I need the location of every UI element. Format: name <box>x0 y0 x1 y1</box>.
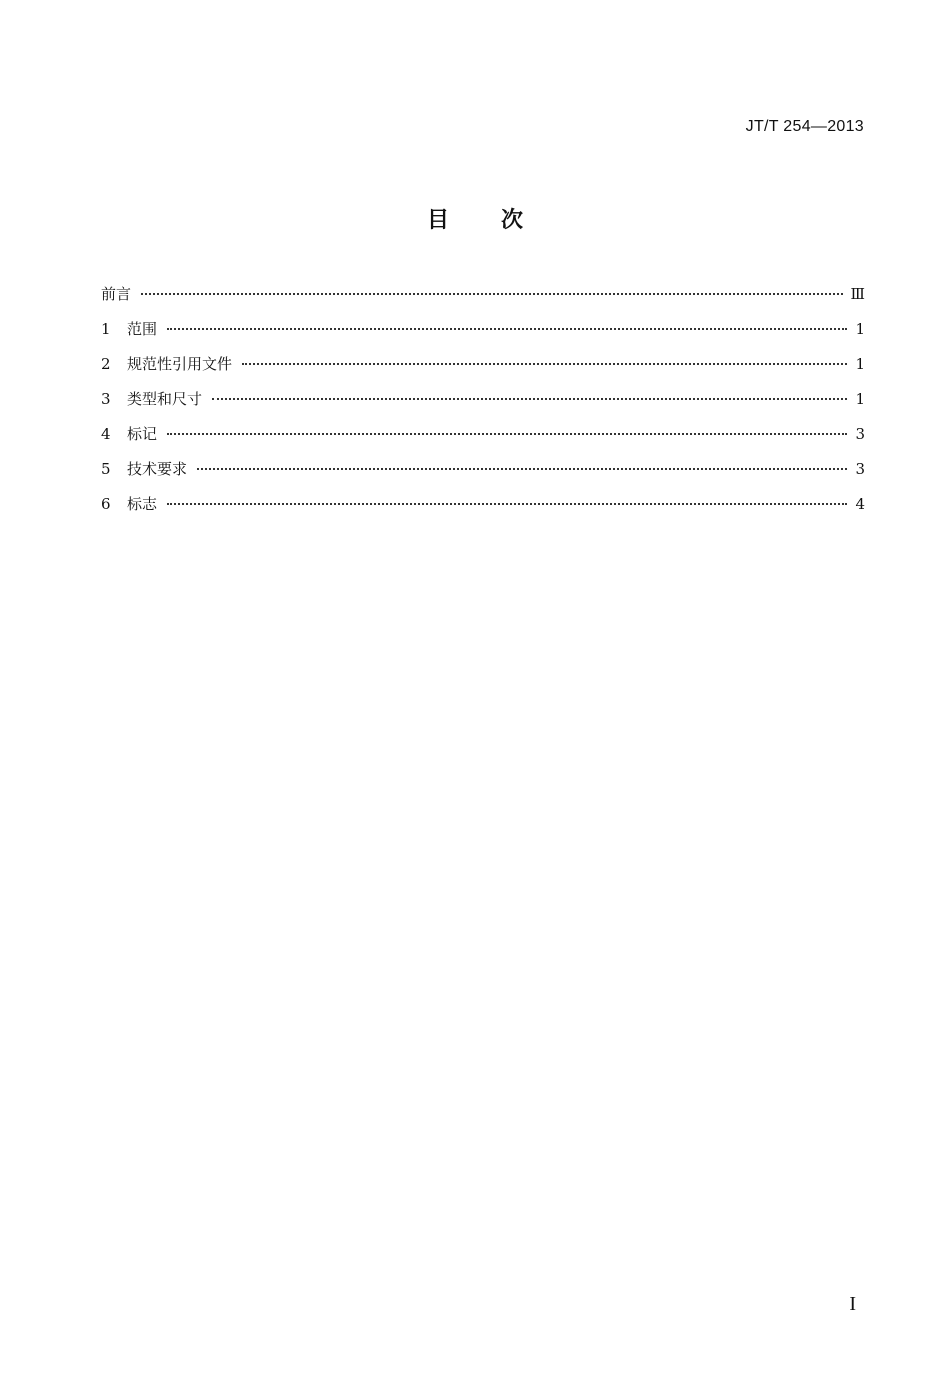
toc-entry-normative-references[interactable] <box>101 352 865 387</box>
toc-entry-page: 4 <box>855 495 865 513</box>
toc-entry-number: 3 <box>101 390 111 408</box>
toc-list <box>101 282 865 527</box>
toc-entry-technical-requirements[interactable] <box>101 457 865 492</box>
toc-entry-scope[interactable] <box>101 317 865 352</box>
toc-entry-page: 3 <box>855 425 865 443</box>
toc-entry-label: 范围 <box>127 320 158 338</box>
page-number: I <box>849 1293 856 1315</box>
document-code: JT/T 254—2013 <box>745 118 864 135</box>
toc-entry-number: 4 <box>101 425 111 443</box>
toc-entry-label: 标志 <box>127 495 158 513</box>
toc-entry-label: 技术要求 <box>127 460 188 478</box>
toc-entry-signs[interactable] <box>101 492 865 527</box>
toc-dot-leader <box>212 398 847 400</box>
toc-entry-page: 1 <box>855 355 865 373</box>
toc-entry-foreword[interactable] <box>101 282 865 317</box>
toc-entry-page: 1 <box>855 390 865 408</box>
toc-dot-leader <box>141 293 843 295</box>
toc-entry-number: 5 <box>101 460 111 478</box>
toc-dot-leader <box>197 468 847 470</box>
toc-dot-leader <box>167 433 847 435</box>
toc-entry-marking[interactable] <box>101 422 865 457</box>
toc-entry-label: 规范性引用文件 <box>127 355 233 373</box>
toc-entry-label: 标记 <box>127 425 158 443</box>
toc-dot-leader <box>167 328 847 330</box>
toc-dot-leader <box>167 503 847 505</box>
toc-entry-number: 6 <box>101 495 111 513</box>
toc-entry-page: 3 <box>855 460 865 478</box>
toc-title-first-char: 目 <box>426 208 449 233</box>
toc-entry-label: 类型和尺寸 <box>127 390 203 408</box>
toc-entry-number: 1 <box>101 320 111 338</box>
toc-entry-types-and-dimensions[interactable] <box>101 387 865 422</box>
toc-dot-leader <box>242 363 847 365</box>
toc-title-second-char: 次 <box>501 208 524 233</box>
toc-entry-page: 1 <box>855 320 865 338</box>
toc-title <box>0 203 950 234</box>
toc-entry-label: 前言 <box>101 285 132 303</box>
toc-entry-number: 2 <box>101 355 111 373</box>
toc-entry-page: Ⅲ <box>850 285 865 303</box>
